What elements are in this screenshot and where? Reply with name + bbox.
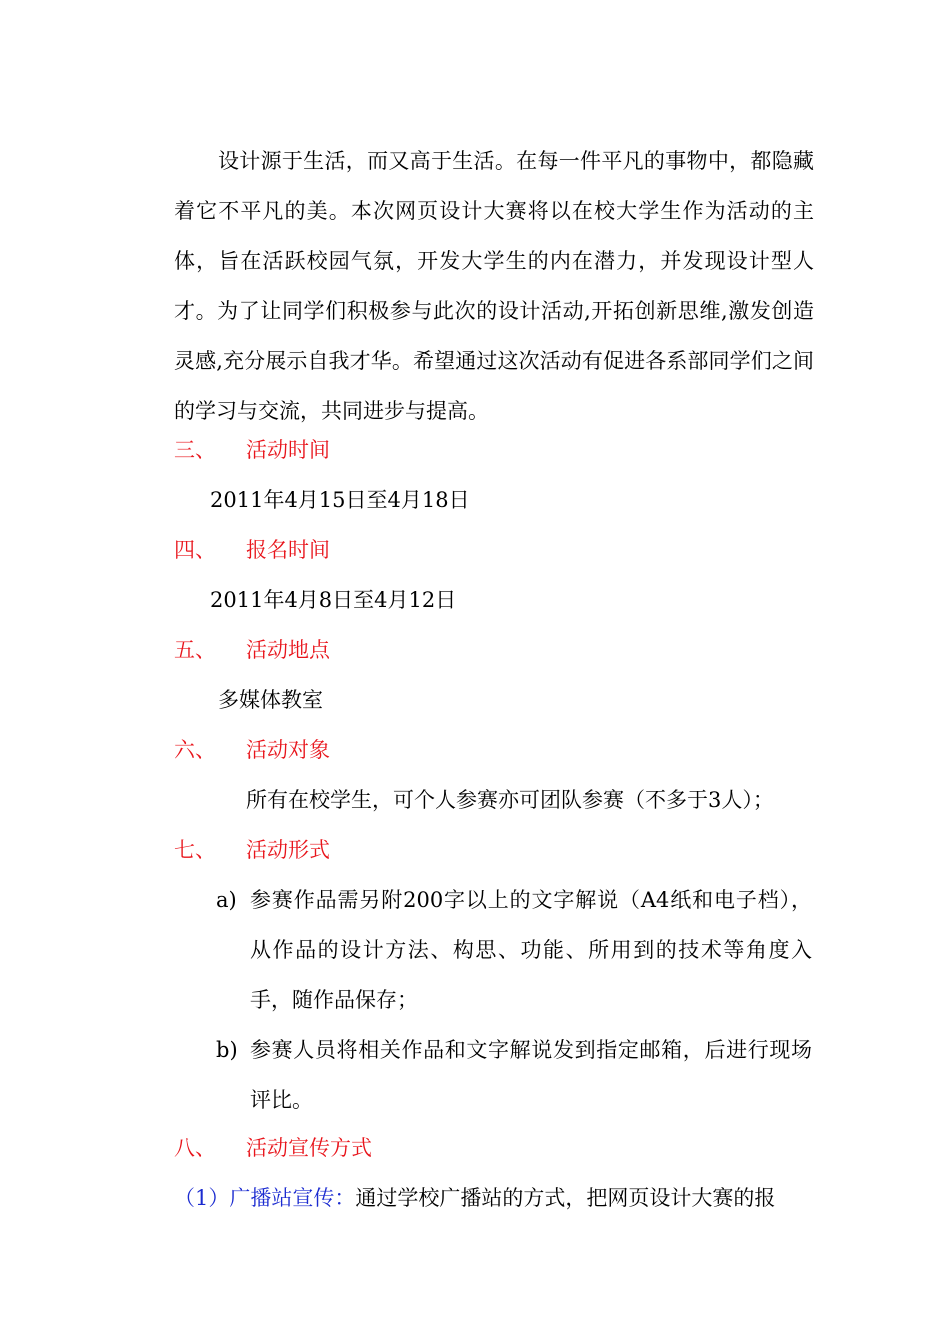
promotion-text: 通过学校广播站的方式，把网页设计大赛的报	[355, 1186, 776, 1210]
registration-time-value: 2011年4月8日至4月12日	[210, 588, 457, 612]
list-item-a: 参赛作品需另附200字以上的文字解说（A4纸和电子档），从作品的设计方法、构思、功能、所用到的技术等角度入手，随作品保存；	[250, 888, 812, 1012]
section-title-registration-time: 报名时间	[246, 538, 330, 562]
promotion-label: （1）广播站宣传：	[174, 1186, 356, 1210]
location-value: 多媒体教室	[218, 688, 323, 712]
intro-paragraph: 设计源于生活，而又高于生活。在每一件平凡的事物中，都隐藏着它不平凡的美。本次网页设计大赛将以在校大学生作为活动的主体，旨在活跃校园气氛，开发大学生的内在潜力，并发现设计型人才。为了让同学们积极参与此次的设计活动,开拓创新思维,激发创造灵感,充分展示自我才华。希望通过这次活动有促进各系部同学们之间的学习与交流，共同进步与提高。	[174, 149, 814, 423]
list-marker-b: b)	[216, 1038, 238, 1062]
section-number-8: 八、	[174, 1136, 216, 1160]
section-title-format: 活动形式	[246, 838, 330, 862]
participants-value: 所有在校学生，可个人参赛亦可团队参赛（不多于3人）；	[246, 788, 774, 812]
list-marker-a: a)	[216, 888, 237, 912]
section-number-7: 七、	[174, 838, 216, 862]
section-number-6: 六、	[174, 738, 216, 762]
list-item-b: 参赛人员将相关作品和文字解说发到指定邮箱，后进行现场评比。	[250, 1038, 812, 1112]
section-title-location: 活动地点	[246, 638, 330, 662]
section-number-3: 三、	[174, 438, 216, 462]
activity-time-value: 2011年4月15日至4月18日	[210, 488, 470, 512]
section-number-4: 四、	[174, 538, 216, 562]
section-title-participants: 活动对象	[246, 738, 330, 762]
section-title-promotion: 活动宣传方式	[246, 1136, 372, 1160]
promotion-line	[174, 1183, 775, 1213]
section-title-activity-time: 活动时间	[246, 438, 330, 462]
section-number-5: 五、	[174, 638, 216, 662]
